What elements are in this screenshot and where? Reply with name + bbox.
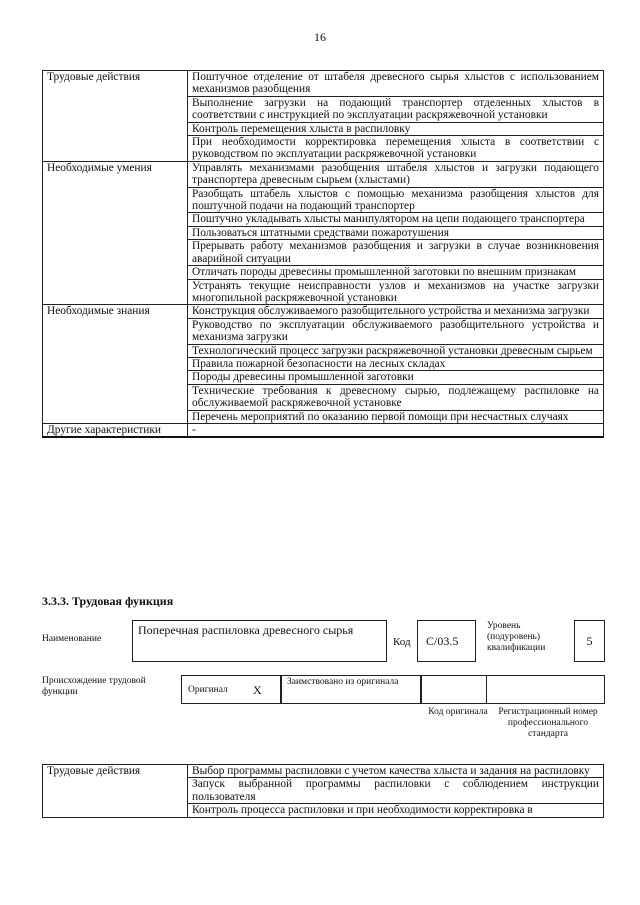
code-original-cell bbox=[421, 675, 487, 704]
row-item: Перечень мероприятий по оказанию первой помощи при несчастных случаях bbox=[188, 410, 604, 423]
row-item: Поштучное отделение от штабеля древесного сырья хлыстов с использованием механизмов разобщения bbox=[188, 71, 604, 97]
section-title: 3.3.3. Трудовая функция bbox=[42, 594, 174, 608]
level-label: Уровень (подуровень) квалификации bbox=[487, 621, 546, 653]
table-row bbox=[43, 765, 604, 778]
table-row bbox=[43, 71, 604, 97]
row-item: Руководство по эксплуатации обслуживаемого разобщительного устройства и механизма загрузки bbox=[188, 318, 604, 344]
row-item: Прерывать работу механизмов разобщения и загрузки в случае возникновения аварийной ситуации bbox=[188, 240, 604, 266]
code-value: С/03.5 bbox=[426, 634, 459, 648]
row-item: Правила пожарной безопасности на лесных складах bbox=[188, 357, 604, 370]
original-label: Оригинал bbox=[188, 685, 228, 695]
borrowed-label: Заимствовано из оригинала bbox=[287, 677, 399, 687]
row-item: Запуск выбранной программы распиловки с соблюдением инструкции пользователя bbox=[188, 778, 604, 804]
name-label: Наименование bbox=[42, 634, 102, 644]
code-original-caption: Код оригинала bbox=[428, 707, 488, 717]
row-item: При необходимости корректировка перемещения хлыста в соответствии с руководством по эксплуатации раскряжевочной установки bbox=[188, 136, 604, 162]
page-number: 16 bbox=[314, 30, 326, 44]
row-item: Отличать породы древесины промышленной заготовки по внешним признакам bbox=[188, 266, 604, 279]
row-label: Трудовые действия bbox=[43, 765, 188, 818]
row-item: Контроль процесса распиловки и при необходимости корректировка в bbox=[188, 804, 604, 817]
row-label: Необходимые знания bbox=[43, 305, 188, 424]
row-item: Поштучно укладывать хлысты манипулятором на цепи подающего транспортера bbox=[188, 213, 604, 226]
work-actions-table bbox=[42, 70, 604, 438]
name-value: Поперечная распиловка древесного сырья bbox=[138, 623, 354, 637]
row-item: Выбор программы распиловки с учетом качества хлыста и задания на распиловку bbox=[188, 765, 604, 778]
row-item: Контроль перемещения хлыста в распиловку bbox=[188, 122, 604, 135]
row-item: Породы древесины промышленной заготовки bbox=[188, 371, 604, 384]
reg-number-caption: Регистрационный номер профессионального стандарта bbox=[498, 707, 598, 739]
row-item: Выполнение загрузки на подающий транспортер отделенных хлыстов в соответствии с инструкцией по эксплуатации раскряжевочной установки bbox=[188, 96, 604, 122]
row-item: Управлять механизмами разобщения штабеля хлыстов и загрузки подающего транспортера древесным сырьем (хлыстами) bbox=[188, 161, 604, 187]
row-item: Устранять текущие неисправности узлов и механизмов на участке загрузки многопильной раскряжевочной установки bbox=[188, 279, 604, 305]
name-value-box bbox=[132, 620, 387, 662]
row-label: Другие характеристики bbox=[43, 423, 188, 437]
row-item: - bbox=[188, 423, 604, 437]
row-label: Трудовые действия bbox=[43, 71, 188, 162]
row-item: Технологический процесс загрузки раскряжевочной установки древесным сырьем bbox=[188, 344, 604, 357]
work-actions-table-2 bbox=[42, 764, 604, 818]
row-item: Разобщать штабель хлыстов с помощью механизма разобщения хлыстов для поштучной подачи на подающий транспортер bbox=[188, 187, 604, 213]
level-value: 5 bbox=[586, 634, 593, 648]
row-item: Технические требования к древесному сырью, подлежащему распиловке на обслуживаемой раскряжевочной установке bbox=[188, 384, 604, 410]
level-value-box bbox=[574, 620, 605, 662]
table-row bbox=[43, 161, 604, 187]
row-item: Пользоваться штатными средствами пожаротушения bbox=[188, 226, 604, 239]
origin-label: Происхождение трудовой функции bbox=[42, 676, 146, 697]
original-mark: X bbox=[253, 683, 262, 697]
row-item: Конструкция обслуживаемого разобщительного устройства и механизма загрузки bbox=[188, 305, 604, 318]
row-label: Необходимые умения bbox=[43, 161, 188, 304]
code-label: Код bbox=[393, 636, 411, 648]
code-value-box bbox=[417, 620, 476, 662]
table-row bbox=[43, 423, 604, 437]
table-row bbox=[43, 305, 604, 318]
